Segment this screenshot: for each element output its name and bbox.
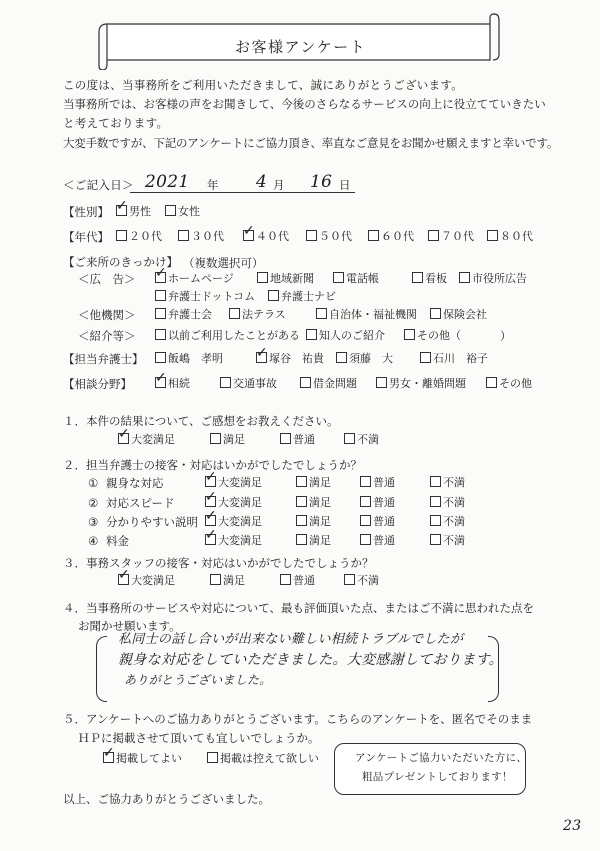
q1-option-1[interactable]: [118, 433, 175, 447]
trigger-ad-option-4[interactable]: [412, 272, 447, 286]
trigger-intro-option-label-1: 以前ご利用したことがある: [168, 329, 300, 342]
gender-option-label-2: 女性: [178, 205, 200, 218]
date-year-unit: 年: [207, 178, 219, 192]
trigger-ad-option-label-1: ホームページ: [168, 272, 234, 285]
age-checkbox-7[interactable]: [487, 230, 498, 241]
trigger-org-option-3[interactable]: [316, 308, 417, 322]
trigger-note: （複数選択可）: [183, 256, 264, 270]
q2-row-1-option-3[interactable]: [360, 476, 395, 490]
age-checkbox-1[interactable]: [116, 230, 127, 241]
q2-row-4-option-label-1: 大変満足: [218, 534, 262, 547]
date-month[interactable]: 4: [256, 172, 268, 192]
q1-option-2[interactable]: [210, 433, 245, 447]
q2-row-3-option-4[interactable]: [430, 515, 465, 529]
q5-option-label-2: 掲載は控えて欲しい: [220, 752, 319, 765]
q2-row-3-option-2[interactable]: [296, 515, 331, 529]
q4-text-2: お聞かせ願います。: [78, 619, 181, 633]
q1-checkbox-1[interactable]: [118, 433, 129, 444]
q2-row-3-option-3[interactable]: [360, 515, 395, 529]
trigger-label: 【ご来所のきっかけ】: [63, 255, 178, 269]
q4-answer-line-3[interactable]: ありがとうございました。: [124, 673, 272, 687]
q2-row-4-option-2[interactable]: [296, 534, 331, 548]
trigger-ad-checkbox-7[interactable]: [268, 290, 279, 301]
q5-text-2: ＨＰに掲載させて頂いても宜しいでしょうか。: [78, 731, 320, 745]
q3-option-1[interactable]: [118, 574, 175, 588]
age-label: 【年代】: [63, 230, 109, 244]
q2-row-4-option-4[interactable]: [430, 534, 465, 548]
lawyer-checkbox-3[interactable]: [336, 352, 347, 363]
q2-row-1-checkbox-4[interactable]: [430, 476, 441, 487]
age-checkbox-3[interactable]: [243, 230, 254, 241]
lawyer-option-1[interactable]: [155, 352, 223, 366]
age-checkbox-6[interactable]: [428, 230, 439, 241]
lawyer-label: 【担当弁護士】: [63, 352, 144, 366]
page-title: お客様アンケート: [235, 38, 367, 56]
q2-row-1-checkbox-3[interactable]: [360, 476, 371, 487]
q4-answer-line-1[interactable]: 私同士の話し合いが出来ない難しい相続トラブルでしたが: [118, 632, 464, 647]
trigger-org-checkbox-3[interactable]: [316, 308, 327, 319]
q3-option-3[interactable]: [280, 574, 315, 588]
trigger-ad-option-label-4: 看板: [425, 272, 447, 285]
trigger-intro-option-1[interactable]: [155, 329, 300, 343]
date-month-unit: 月: [273, 178, 285, 192]
trigger-ad-checkbox-5[interactable]: [459, 272, 470, 283]
gender-option-label-1: 男性: [129, 205, 151, 218]
closing-text: 以上、ご協力ありがとうございました。: [63, 792, 270, 806]
age-checkbox-5[interactable]: [368, 230, 379, 241]
field-option-label-5: その他: [499, 377, 532, 390]
age-option-4[interactable]: [306, 230, 352, 244]
age-option-label-4: ５０代: [319, 230, 352, 243]
q2-row-label: 親身な対応: [106, 476, 164, 490]
age-option-label-2: ３０代: [191, 230, 224, 243]
trigger-ad-option-label-6: 弁護士ドットコム: [168, 290, 256, 303]
q2-row-2-option-4[interactable]: [430, 496, 465, 510]
q2-row-number: ④: [88, 534, 99, 548]
q2-row-2-checkbox-2[interactable]: [296, 496, 307, 507]
trigger-ad-option-2[interactable]: [257, 272, 314, 286]
q1-checkbox-4[interactable]: [344, 433, 355, 444]
trigger-org-option-2[interactable]: [229, 308, 286, 322]
q3-option-label-4: 不満: [357, 574, 379, 587]
trigger-intro-checkbox-2[interactable]: [306, 329, 317, 340]
gender-option-2[interactable]: [165, 205, 200, 219]
q2-row-4-option-label-2: 満足: [309, 534, 331, 547]
trigger-ad-option-3[interactable]: [333, 272, 379, 286]
trigger-intro-option-3[interactable]: [404, 329, 461, 343]
gender-checkbox-2[interactable]: [165, 205, 176, 216]
field-option-label-3: 借金問題: [313, 377, 357, 390]
q2-row-3-option-label-4: 不満: [443, 515, 465, 528]
trigger-intro-option-label-3: その他（: [417, 329, 461, 342]
q2-row-2-option-3[interactable]: [360, 496, 395, 510]
trigger-ad-option-label-7: 弁護士ナビ: [281, 290, 336, 303]
lawyer-option-2[interactable]: [256, 352, 324, 366]
q1-option-label-2: 満足: [223, 433, 245, 446]
trigger-org-option-label-1: 弁護士会: [168, 308, 212, 321]
field-checkbox-5[interactable]: [486, 377, 497, 388]
lawyer-option-label-1: 飯嶋 孝明: [168, 352, 223, 365]
trigger-org-option-label-2: 法テラス: [242, 308, 286, 321]
q2-row-4-checkbox-4[interactable]: [430, 534, 441, 545]
q4-bracket-left: [96, 636, 107, 702]
age-option-label-6: ７０代: [441, 230, 474, 243]
q3-option-label-3: 普通: [293, 574, 315, 587]
date-underline: [130, 192, 355, 193]
trigger-org-option-1[interactable]: [155, 308, 212, 322]
trigger-ad-option-1[interactable]: [155, 272, 234, 286]
field-option-2[interactable]: [220, 377, 277, 391]
age-option-label-5: ６０代: [381, 230, 414, 243]
gender-option-1[interactable]: [116, 205, 151, 219]
gift-line-1: アンケートご協力いただいた方に、: [355, 752, 528, 764]
age-option-6[interactable]: [428, 230, 474, 244]
q2-row-4-checkbox-2[interactable]: [296, 534, 307, 545]
field-option-3[interactable]: [300, 377, 357, 391]
trigger-intro-checkbox-3[interactable]: [404, 329, 415, 340]
field-label: 【相談分野】: [63, 377, 132, 391]
q1-checkbox-3[interactable]: [280, 433, 291, 444]
q5-checkbox-1[interactable]: [103, 752, 114, 763]
q2-row-1-option-label-2: 満足: [309, 476, 331, 489]
q2-row-2-checkbox-1[interactable]: [205, 496, 216, 507]
gender-label: 【性別】: [63, 205, 109, 219]
q2-row-number: ③: [88, 515, 99, 529]
gift-line-2: 粗品プレゼントしております！: [362, 771, 513, 783]
q1-option-label-1: 大変満足: [131, 433, 175, 446]
age-option-label-1: ２０代: [129, 230, 162, 243]
trigger-org-label: ＜他機関＞: [78, 308, 136, 322]
age-option-7[interactable]: [487, 230, 533, 244]
q2-row-label: 料金: [106, 534, 129, 548]
trigger-ad-option-label-2: 地域新聞: [270, 272, 314, 285]
trigger-ad-checkbox-2[interactable]: [257, 272, 268, 283]
q2-row-1-option-label-4: 不満: [443, 476, 465, 489]
page-number: 23: [563, 818, 582, 834]
q2-row-1-checkbox-1[interactable]: [205, 476, 216, 487]
q4-bracket-right: [488, 636, 499, 702]
field-option-label-1: 相続: [168, 377, 190, 390]
lawyer-option-3[interactable]: [336, 352, 393, 366]
q3-option-label-1: 大変満足: [131, 574, 175, 587]
q2-row-3-checkbox-1[interactable]: [205, 515, 216, 526]
q1-checkbox-2[interactable]: [210, 433, 221, 444]
trigger-ad-checkbox-4[interactable]: [412, 272, 423, 283]
q2-row-1-option-2[interactable]: [296, 476, 331, 490]
q2-row-3-checkbox-3[interactable]: [360, 515, 371, 526]
q5-option-label-1: 掲載してよい: [116, 752, 182, 765]
trigger-intro-close: ）: [500, 329, 512, 343]
q1-option-3[interactable]: [280, 433, 315, 447]
q1-text: １．本件の結果について、ご感想をお教えください。: [63, 414, 339, 428]
trigger-org-checkbox-2[interactable]: [229, 308, 240, 319]
q3-checkbox-1[interactable]: [118, 574, 129, 585]
q3-option-4[interactable]: [344, 574, 379, 588]
lawyer-option-label-2: 塚谷 祐貴: [269, 352, 324, 365]
q2-row-4-option-label-4: 不満: [443, 534, 465, 547]
q3-option-2[interactable]: [210, 574, 245, 588]
lawyer-option-label-4: 石川 裕子: [433, 352, 488, 365]
trigger-ad-checkbox-6[interactable]: [155, 290, 166, 301]
q2-row-number: ②: [88, 496, 99, 510]
q4-text-1: ４．当事務所のサービスや対応について、最も評価頂いた点、またはご不満に思われた点を: [63, 601, 535, 615]
q2-row-2-option-label-1: 大変満足: [218, 496, 262, 509]
q2-row-3-option-label-3: 普通: [373, 515, 395, 528]
q2-row-number: ①: [88, 476, 99, 490]
q2-row-2-option-label-2: 満足: [309, 496, 331, 509]
field-option-5[interactable]: [486, 377, 532, 391]
age-option-label-3: ４０代: [256, 230, 289, 243]
q2-row-1-option-label-3: 普通: [373, 476, 395, 489]
q2-text: ２．担当弁護士の接客・対応はいかがでしたでしょうか？: [63, 458, 362, 472]
q2-row-2-option-2[interactable]: [296, 496, 331, 510]
field-checkbox-3[interactable]: [300, 377, 311, 388]
q2-row-2-option-label-4: 不満: [443, 496, 465, 509]
trigger-ad-option-5[interactable]: [459, 272, 527, 286]
q5-option-1[interactable]: [103, 752, 182, 766]
q2-row-4-option-label-3: 普通: [373, 534, 395, 547]
q5-option-2[interactable]: [207, 752, 319, 766]
age-option-label-7: ８０代: [500, 230, 533, 243]
intro-line-4: 大変手数ですが、下記のアンケートにご協力頂き、率直なご意見をお聞かせ願えますと幸いです。: [63, 136, 559, 150]
trigger-ad-option-label-3: 電話帳: [346, 272, 379, 285]
date-year[interactable]: 2021: [145, 172, 190, 192]
q2-row-1-option-label-1: 大変満足: [218, 476, 262, 489]
q3-checkbox-3[interactable]: [280, 574, 291, 585]
q3-text: ３．事務スタッフの接客・対応はいかがでしたでしょうか？: [63, 556, 374, 570]
q2-row-4-option-3[interactable]: [360, 534, 395, 548]
field-option-4[interactable]: [376, 377, 466, 391]
q2-row-1-checkbox-2[interactable]: [296, 476, 307, 487]
trigger-intro-checkbox-1[interactable]: [155, 329, 166, 340]
intro-line-3: と考えております。: [63, 116, 169, 130]
age-checkbox-4[interactable]: [306, 230, 317, 241]
trigger-intro-label: ＜紹介等＞: [78, 329, 136, 343]
trigger-intro-option-2[interactable]: [306, 329, 385, 343]
lawyer-checkbox-1[interactable]: [155, 352, 166, 363]
q2-row-label: 対応スピード: [106, 496, 175, 510]
q2-row-2-checkbox-3[interactable]: [360, 496, 371, 507]
trigger-org-option-4[interactable]: [430, 308, 487, 322]
age-option-5[interactable]: [368, 230, 414, 244]
field-checkbox-2[interactable]: [220, 377, 231, 388]
trigger-ad-checkbox-1[interactable]: [155, 272, 166, 283]
field-option-label-4: 男女・離婚問題: [389, 377, 466, 390]
trigger-ad-option-6[interactable]: [155, 290, 255, 304]
q2-row-3-option-label-2: 満足: [309, 515, 331, 528]
gender-checkbox-1[interactable]: [116, 205, 127, 216]
trigger-org-checkbox-1[interactable]: [155, 308, 166, 319]
q2-row-3-option-label-1: 大変満足: [218, 515, 262, 528]
q2-row-label: 分かりやすい説明: [106, 515, 198, 529]
q1-option-label-4: 不満: [357, 433, 379, 446]
lawyer-option-label-3: 須藤 大: [349, 352, 393, 365]
field-checkbox-4[interactable]: [376, 377, 387, 388]
date-day-unit: 日: [339, 178, 351, 192]
age-option-1[interactable]: [116, 230, 162, 244]
q2-row-3-checkbox-2[interactable]: [296, 515, 307, 526]
q2-row-3-checkbox-4[interactable]: [430, 515, 441, 526]
intro-line-2: 当事務所では、お客様の声をお聞きして、今後のさらなるサービスの向上に役立てていきたい: [63, 97, 546, 111]
q1-option-4[interactable]: [344, 433, 379, 447]
q2-row-4-checkbox-1[interactable]: [205, 534, 216, 545]
lawyer-option-4[interactable]: [420, 352, 488, 366]
q3-option-label-2: 満足: [223, 574, 245, 587]
q5-checkbox-2[interactable]: [207, 752, 218, 763]
field-option-label-2: 交通事故: [233, 377, 277, 390]
lawyer-checkbox-4[interactable]: [420, 352, 431, 363]
q2-row-2-checkbox-4[interactable]: [430, 496, 441, 507]
trigger-ad-label: ＜広 告＞: [78, 272, 136, 286]
q3-checkbox-4[interactable]: [344, 574, 355, 585]
trigger-ad-option-7[interactable]: [268, 290, 336, 304]
q4-answer-line-2[interactable]: 親身な対応をしていただきました。大変感謝しております。: [118, 652, 503, 668]
q2-row-2-option-label-3: 普通: [373, 496, 395, 509]
q2-row-1-option-4[interactable]: [430, 476, 465, 490]
q2-row-4-checkbox-3[interactable]: [360, 534, 371, 545]
trigger-intro-option-label-2: 知人のご紹介: [319, 329, 385, 342]
trigger-org-option-label-4: 保険会社: [443, 308, 487, 321]
trigger-org-option-label-3: 自治体・福祉機関: [329, 308, 417, 321]
age-option-2[interactable]: [178, 230, 224, 244]
age-checkbox-2[interactable]: [178, 230, 189, 241]
q1-option-label-3: 普通: [293, 433, 315, 446]
trigger-ad-checkbox-3[interactable]: [333, 272, 344, 283]
lawyer-checkbox-2[interactable]: [256, 352, 267, 363]
q2-row-1-option-1[interactable]: [205, 476, 262, 490]
trigger-org-checkbox-4[interactable]: [430, 308, 441, 319]
q5-text-1: ５．アンケートへのご協力ありがとうございます。こちらのアンケートを、匿名でそのまま: [63, 712, 533, 726]
date-label: ＜ご記入日＞: [63, 178, 134, 192]
field-option-1[interactable]: [155, 377, 190, 391]
intro-line-1: この度は、当事務所をご利用いただきまして、誠にありがとうございます。: [63, 78, 464, 92]
q2-row-4-option-1[interactable]: [205, 534, 262, 548]
q3-checkbox-2[interactable]: [210, 574, 221, 585]
field-checkbox-1[interactable]: [155, 377, 166, 388]
age-option-3[interactable]: [243, 230, 289, 244]
date-day[interactable]: 16: [310, 172, 333, 192]
trigger-ad-option-label-5: 市役所広告: [472, 272, 527, 285]
